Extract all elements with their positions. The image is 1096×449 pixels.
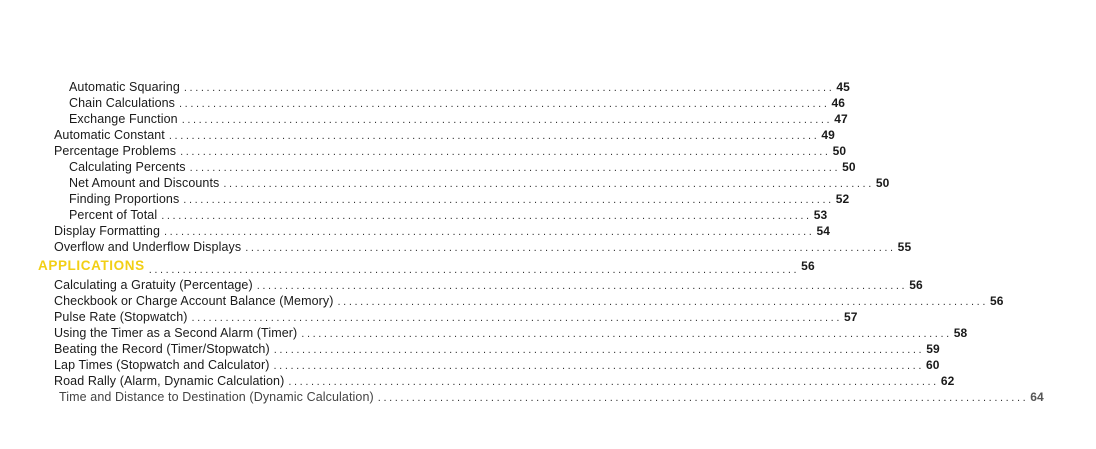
toc-page-number: 50	[842, 160, 856, 174]
dot-leader: ...................................................................................................................	[256, 280, 908, 292]
dot-leader: ...................................................................................................................	[180, 146, 831, 158]
toc-entry-title: Net Amount and Discounts	[69, 176, 220, 190]
dot-leader: ...................................................................................................................	[301, 328, 952, 340]
toc-page-number: 56	[801, 259, 815, 273]
toc-entry-title: Display Formatting	[54, 224, 160, 238]
toc-entry	[0, 191, 850, 207]
toc-entry-title: Overflow and Underflow Displays	[54, 240, 242, 254]
dot-leader: ...................................................................................................................	[183, 194, 834, 206]
toc-page-number: 59	[926, 342, 940, 356]
section-title: APPLICATIONS	[38, 258, 145, 273]
dot-leader: ...................................................................................................................	[168, 130, 820, 142]
dot-leader: ...................................................................................................................	[288, 376, 939, 388]
toc-entry	[0, 79, 850, 95]
toc-page-number: 50	[875, 176, 890, 190]
toc-entry-title: Automatic Squaring	[69, 80, 180, 94]
toc-entry-title: Calculating a Gratuity (Percentage)	[54, 278, 253, 292]
toc-page-number: 45	[836, 80, 850, 94]
toc-page-number: 54	[816, 224, 831, 238]
dot-leader: ...................................................................................................................	[273, 360, 924, 372]
toc-entry-title: Road Rally (Alarm, Dynamic Calculation)	[54, 374, 285, 388]
toc-entry-title: Automatic Constant	[54, 128, 165, 142]
toc-entry	[0, 223, 831, 239]
toc-page-number: 56	[909, 278, 923, 292]
toc-entry-title: Finding Proportions	[69, 192, 180, 206]
toc-entry-title: Pulse Rate (Stopwatch)	[54, 310, 188, 324]
toc-entry	[0, 309, 858, 325]
toc-page-number: 50	[832, 144, 847, 158]
dot-leader: ...................................................................................................................	[223, 178, 874, 190]
dot-leader: ...................................................................................................................	[337, 296, 988, 308]
dot-leader: ...................................................................................................................	[183, 82, 835, 94]
toc-entry	[0, 175, 890, 191]
toc-page-number: 62	[940, 374, 955, 388]
table-of-contents	[0, 79, 1044, 405]
dot-leader: ...................................................................................................................	[273, 344, 925, 356]
toc-entry-title: Percentage Problems	[54, 144, 177, 158]
toc-page-number: 64	[1030, 390, 1044, 404]
toc-section-heading	[0, 255, 815, 277]
toc-entry-title: Lap Times (Stopwatch and Calculator)	[54, 358, 270, 372]
toc-page-number: 53	[813, 208, 828, 222]
dot-leader: ...................................................................................................................	[148, 264, 800, 276]
toc-entry	[0, 143, 847, 159]
toc-entry	[0, 389, 1044, 405]
dot-leader: ...................................................................................................................	[164, 226, 815, 238]
toc-entry-title: Time and Distance to Destination (Dynamic Calculation)	[59, 390, 374, 404]
toc-entry	[0, 357, 940, 373]
toc-entry	[0, 373, 955, 389]
toc-page-number: 55	[897, 240, 912, 254]
toc-entry	[0, 159, 856, 175]
dot-leader: ...................................................................................................................	[377, 392, 1029, 404]
toc-entry-title: Percent of Total	[69, 208, 158, 222]
toc-entry	[0, 341, 940, 357]
dot-leader: ...................................................................................................................	[245, 242, 896, 254]
toc-page-number: 49	[821, 128, 835, 142]
toc-entry	[0, 277, 923, 293]
toc-entry	[0, 111, 848, 127]
toc-page-number: 47	[834, 112, 848, 126]
toc-page-number: 56	[990, 294, 1004, 308]
toc-page-number: 57	[843, 310, 858, 324]
toc-entry	[0, 239, 912, 255]
dot-leader: ...................................................................................................................	[189, 162, 841, 174]
toc-entry-title: Calculating Percents	[69, 160, 186, 174]
dot-leader: ...................................................................................................................	[161, 210, 812, 222]
toc-page-number: 46	[831, 96, 846, 110]
toc-page-number: 52	[835, 192, 850, 206]
toc-entry	[0, 293, 1004, 309]
dot-leader: ...................................................................................................................	[181, 114, 833, 126]
toc-entry-title: Beating the Record (Timer/Stopwatch)	[54, 342, 270, 356]
toc-entry	[0, 325, 968, 341]
toc-entry-title: Using the Timer as a Second Alarm (Timer)	[54, 326, 298, 340]
toc-page-number: 60	[925, 358, 940, 372]
dot-leader: ...................................................................................................................	[191, 312, 842, 324]
toc-entry	[0, 207, 828, 223]
dot-leader: ...................................................................................................................	[179, 98, 830, 110]
toc-entry-title: Exchange Function	[69, 112, 178, 126]
toc-entry	[0, 127, 835, 143]
toc-entry-title: Chain Calculations	[69, 96, 176, 110]
toc-entry-title: Checkbook or Charge Account Balance (Memory)	[54, 294, 334, 308]
toc-page-number: 58	[953, 326, 968, 340]
toc-entry	[0, 95, 846, 111]
